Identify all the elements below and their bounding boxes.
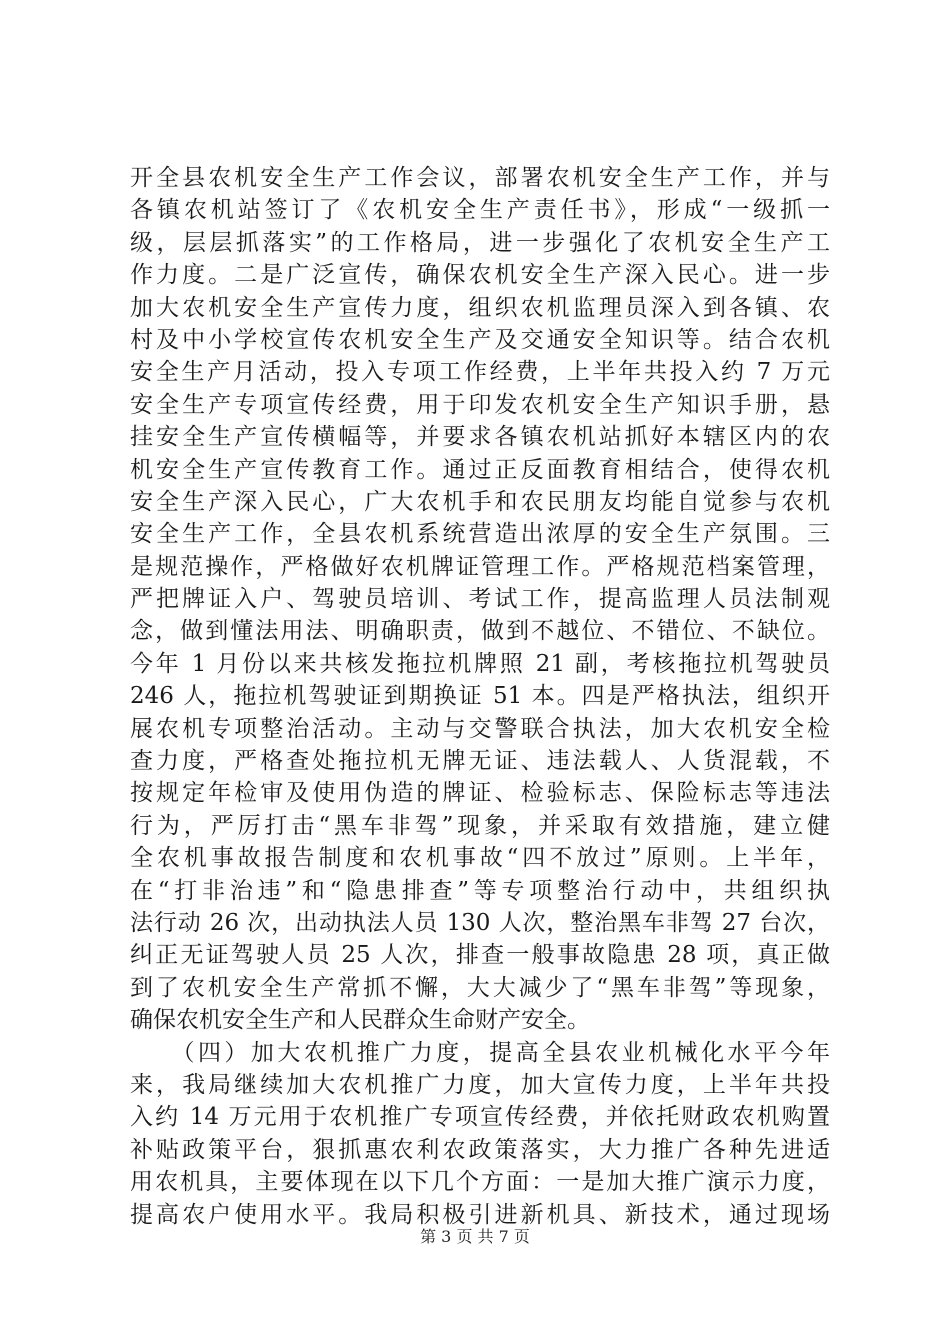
- text-line: 念，做到懂法用法、明确职责，做到不越位、不错位、不缺位。: [130, 618, 830, 645]
- text-line: 展农机专项整治活动。主动与交警联合执法，加大农机安全检: [130, 715, 830, 742]
- text-line: 是规范操作，严格做好农机牌证管理工作。严格规范档案管理，: [130, 553, 830, 580]
- text-line: 纠正无证驾驶人员 25 人次，排查一般事故隐患 28 项，真正做: [130, 942, 830, 969]
- text-line: 查力度，严格查处拖拉机无牌无证、违法载人、人货混载，不: [130, 748, 830, 775]
- text-line: 确保农机安全生产和人民群众生命财产安全。: [130, 1007, 590, 1034]
- text-line: 用农机具，主要体现在以下几个方面：一是加大推广演示力度，: [130, 1169, 830, 1196]
- text-line: 各镇农机站签订了《农机安全生产责任书》，形成“一级抓一: [130, 197, 830, 224]
- text-line: 作力度。二是广泛宣传，确保农机安全生产深入民心。进一步: [130, 262, 830, 289]
- text-line: 安全生产月活动，投入专项工作经费，上半年共投入约 7 万元: [130, 359, 830, 386]
- text-line: 到了农机安全生产常抓不懈，大大减少了“黑车非驾”等现象，: [130, 974, 830, 1001]
- text-line: 开全县农机安全生产工作会议，部署农机安全生产工作，并与: [130, 165, 830, 191]
- text-line: 入约 14 万元用于农机推广专项宣传经费，并依托财政农机购置: [130, 1104, 830, 1131]
- text-line: 246 人，拖拉机驾驶证到期换证 51 本。四是严格执法，组织开: [130, 683, 830, 710]
- text-line: 法行动 26 次，出动执法人员 130 人次，整治黑车非驾 27 台次，: [130, 909, 830, 936]
- text-line: 安全生产专项宣传经费，用于印发农机安全生产知识手册，悬: [130, 391, 830, 418]
- text-line: 安全生产深入民心，广大农机手和农民朋友均能自觉参与农机: [130, 488, 830, 515]
- text-line: 提高农户使用水平。我局积极引进新机具、新技术，通过现场: [130, 1201, 830, 1228]
- text-line: 在“打非治违”和“隐患排查”等专项整治行动中，共组织执: [130, 877, 830, 904]
- text-line: 严把牌证入户、驾驶员培训、考试工作，提高监理人员法制观: [130, 586, 830, 613]
- page-footer: 第 3 页 共 7 页: [420, 1227, 530, 1246]
- text-line: 今年 1 月份以来共核发拖拉机牌照 21 副，考核拖拉机驾驶员: [130, 650, 830, 677]
- text-line: 加大农机安全生产宣传力度，组织农机监理员深入到各镇、农: [130, 294, 830, 321]
- text-line: 来，我局继续加大农机推广力度，加大宣传力度，上半年共投: [130, 1071, 830, 1098]
- text-line: （四）加大农机推广力度，提高全县农业机械化水平今年: [130, 1039, 830, 1066]
- text-line: 全农机事故报告制度和农机事故“四不放过”原则。上半年，: [130, 845, 830, 872]
- text-line: 级，层层抓落实”的工作格局，进一步强化了农机安全生产工: [130, 229, 830, 256]
- text-line: 村及中小学校宣传农机安全生产及交通安全知识等。结合农机: [130, 326, 830, 353]
- body-text: [130, 162, 830, 1231]
- text-line: 挂安全生产宣传横幅等，并要求各镇农机站抓好本辖区内的农: [130, 424, 830, 451]
- text-line: 补贴政策平台，狠抓惠农利农政策落实，大力推广各种先进适: [130, 1136, 830, 1163]
- text-line: 机安全生产宣传教育工作。通过正反面教育相结合，使得农机: [130, 456, 830, 483]
- text-line: 按规定年检审及使用伪造的牌证、检验标志、保险标志等违法: [130, 780, 830, 807]
- text-line: 安全生产工作，全县农机系统营造出浓厚的安全生产氛围。三: [130, 521, 830, 548]
- text-line: 行为，严厉打击“黑车非驾”现象，并采取有效措施，建立健: [130, 812, 830, 839]
